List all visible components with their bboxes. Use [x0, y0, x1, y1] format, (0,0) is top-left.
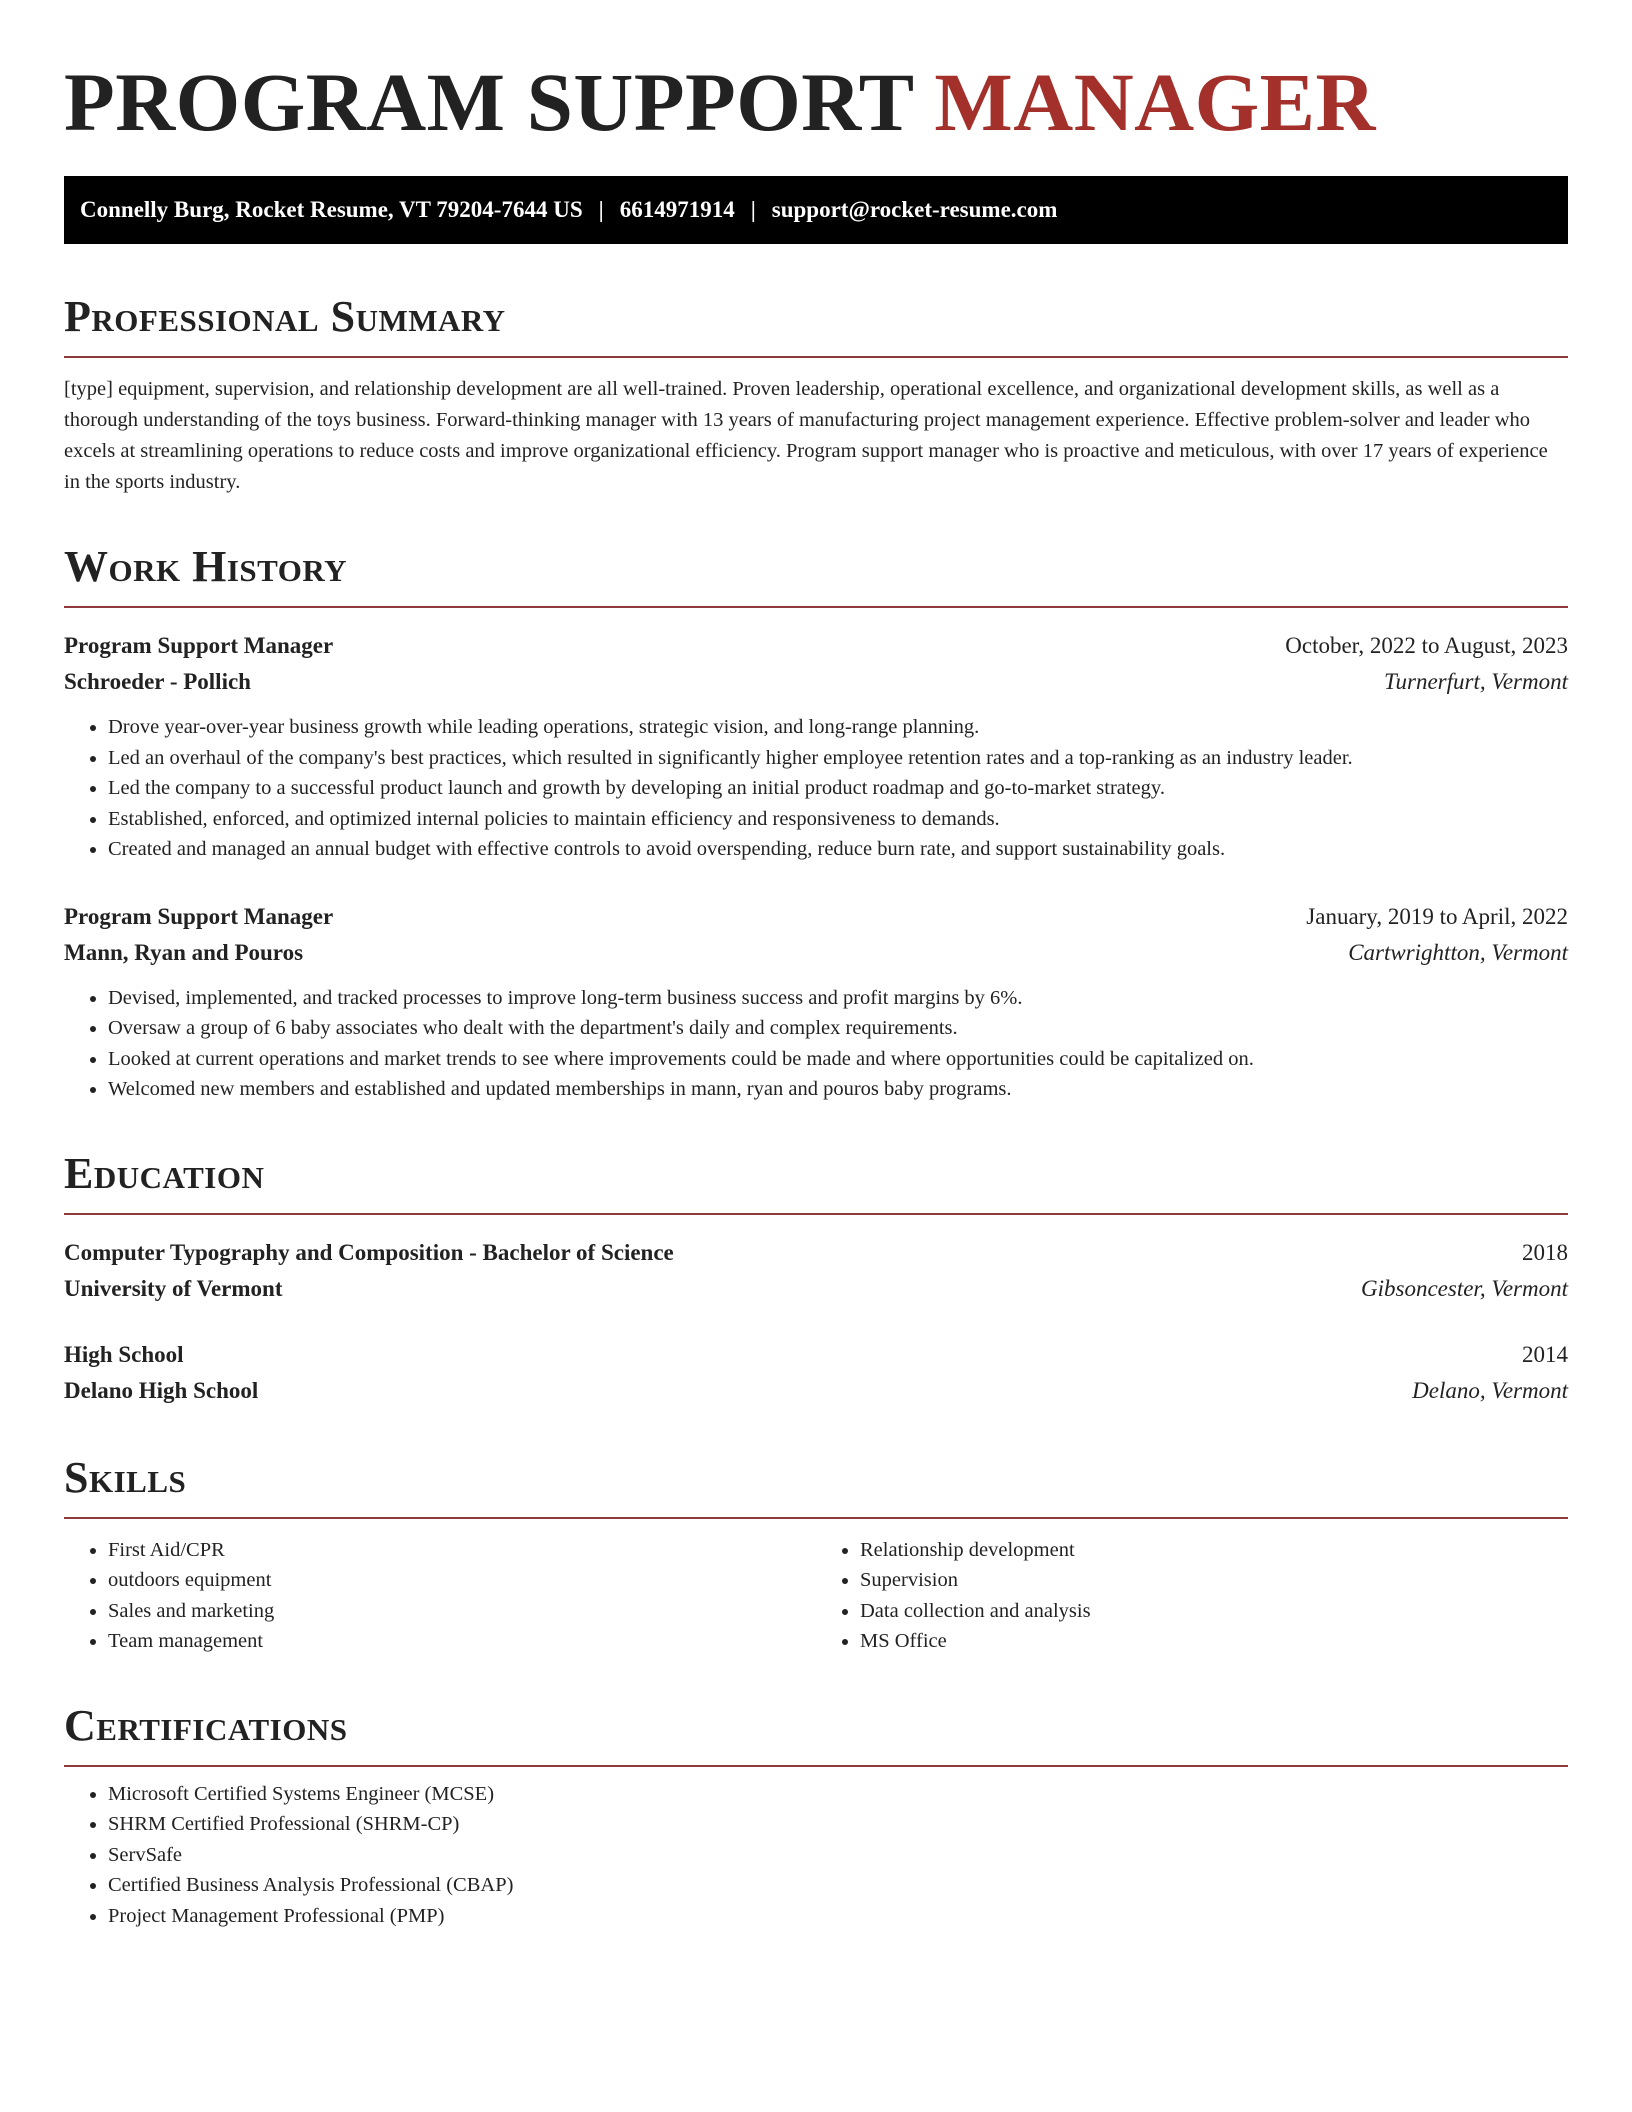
- job-entry: [64, 628, 1568, 865]
- education-school: University of Vermont: [64, 1275, 283, 1301]
- contact-separator: |: [750, 197, 756, 222]
- skills-list-left: [64, 1535, 816, 1657]
- section-heading: Professional Summary: [64, 292, 506, 341]
- title-accent: MANAGER: [934, 56, 1376, 148]
- section-heading: Work History: [64, 542, 348, 591]
- job-title: Program Support Manager: [64, 633, 334, 658]
- list-item: • Looked at current operations and market trends to see where improvements could be made and where opportunities could be capitalized on.: [108, 1044, 1568, 1075]
- section-divider: [64, 1213, 1568, 1215]
- list-item: • Microsoft Certified Systems Engineer (MCSE): [108, 1779, 1568, 1810]
- section-divider: [64, 1765, 1568, 1767]
- contact-bar: [64, 176, 1568, 244]
- list-item: • SHRM Certified Professional (SHRM-CP): [108, 1809, 1568, 1840]
- list-item: • Certified Business Analysis Professional (CBAP): [108, 1870, 1568, 1901]
- job-entry: [64, 899, 1568, 1105]
- contact-phone: 6614971914: [619, 197, 735, 222]
- section-divider: [64, 356, 1568, 358]
- summary-text: [type] equipment, supervision, and relationship development are all well-trained. Proven leadership, operational excellence, and organizational development skills, as well as a thorough understanding of the toys business. Forward-thinking manager with 13 years of manufacturing project management experience. Effective problem-solver and leader who excels at streamlining operations to reduce costs and improve organizational efficiency. Program support manager who is proactive and meticulous, with over 17 years of experience in the sports industry.: [64, 378, 1548, 493]
- education-school: Delano High School: [64, 1377, 259, 1403]
- section-divider: [64, 1517, 1568, 1519]
- list-item: • First Aid/CPR: [108, 1535, 816, 1566]
- list-item: • Relationship development: [860, 1535, 1568, 1566]
- skills-section: [64, 1453, 1568, 1657]
- contact-email: support@rocket-resume.com: [771, 197, 1058, 222]
- section-divider: [64, 606, 1568, 608]
- education-entry: [64, 1235, 1568, 1307]
- job-bullets: [64, 712, 1568, 865]
- education-location: Gibsoncester, Vermont: [1361, 1275, 1568, 1301]
- list-item: • ServSafe: [108, 1840, 1568, 1871]
- list-item: • Established, enforced, and optimized internal policies to maintain efficiency and responsiveness to demands.: [108, 804, 1568, 835]
- job-dates: January, 2019 to April, 2022: [1306, 903, 1568, 929]
- education-location: Delano, Vermont: [1412, 1377, 1568, 1403]
- list-item: • Led the company to a successful product launch and growth by developing an initial product roadmap and go-to-market strategy.: [108, 773, 1568, 804]
- skills-list-right: [816, 1535, 1568, 1657]
- certifications-list: [64, 1779, 1568, 1932]
- job-company: Mann, Ryan and Pouros: [64, 939, 304, 965]
- list-item: • Project Management Professional (PMP): [108, 1901, 1568, 1932]
- education-year: 2014: [1522, 1341, 1568, 1367]
- education-entry: [64, 1337, 1568, 1409]
- list-item: • Data collection and analysis: [860, 1596, 1568, 1627]
- education-degree: High School: [64, 1341, 184, 1367]
- job-bullets: [64, 983, 1568, 1105]
- skills-columns: [64, 1535, 1568, 1657]
- section-heading: Certifications: [64, 1700, 348, 1750]
- job-title: Program Support Manager: [64, 903, 334, 929]
- summary-section: [64, 292, 1568, 498]
- list-item: • Team management: [108, 1626, 816, 1657]
- list-item: • Supervision: [860, 1565, 1568, 1596]
- list-item: • Created and managed an annual budget with effective controls to avoid overspending, reduce burn rate, and support sustainability goals.: [108, 834, 1568, 865]
- list-item: • Oversaw a group of 6 baby associates who dealt with the department's daily and complex requirements.: [108, 1013, 1568, 1044]
- list-item: • Sales and marketing: [108, 1596, 816, 1627]
- job-company: Schroeder - Pollich: [64, 669, 251, 694]
- section-heading: Skills: [64, 1452, 187, 1502]
- list-item: • MS Office: [860, 1626, 1568, 1657]
- education-degree: Computer Typography and Composition - Bachelor of Science: [64, 1239, 674, 1265]
- list-item: • Welcomed new members and established and updated memberships in mann, ryan and pouros baby programs.: [108, 1074, 1568, 1105]
- title-main: PROGRAM SUPPORT: [64, 56, 914, 148]
- list-item: • outdoors equipment: [108, 1565, 816, 1596]
- contact-address: Connelly Burg, Rocket Resume, VT 79204-7644 US: [80, 197, 583, 222]
- education-year: 2018: [1522, 1239, 1568, 1265]
- education-section: [64, 1149, 1568, 1409]
- work-history-section: [64, 542, 1568, 1105]
- job-location: Turnerfurt, Vermont: [1383, 669, 1568, 694]
- list-item: • Led an overhaul of the company's best practices, which resulted in significantly higher employee retention rates and a top-ranking as an industry leader.: [108, 743, 1568, 774]
- job-dates: October, 2022 to August, 2023: [1285, 633, 1568, 658]
- certifications-section: [64, 1701, 1568, 1932]
- contact-separator: |: [598, 197, 604, 222]
- job-location: Cartwrightton, Vermont: [1348, 939, 1568, 965]
- resume-title: [64, 52, 1568, 152]
- list-item: • Devised, implemented, and tracked processes to improve long-term business success and profit margins by 6%.: [108, 983, 1568, 1014]
- section-heading: Education: [64, 1148, 265, 1198]
- list-item: • Drove year-over-year business growth while leading operations, strategic vision, and long-range planning.: [108, 712, 1568, 743]
